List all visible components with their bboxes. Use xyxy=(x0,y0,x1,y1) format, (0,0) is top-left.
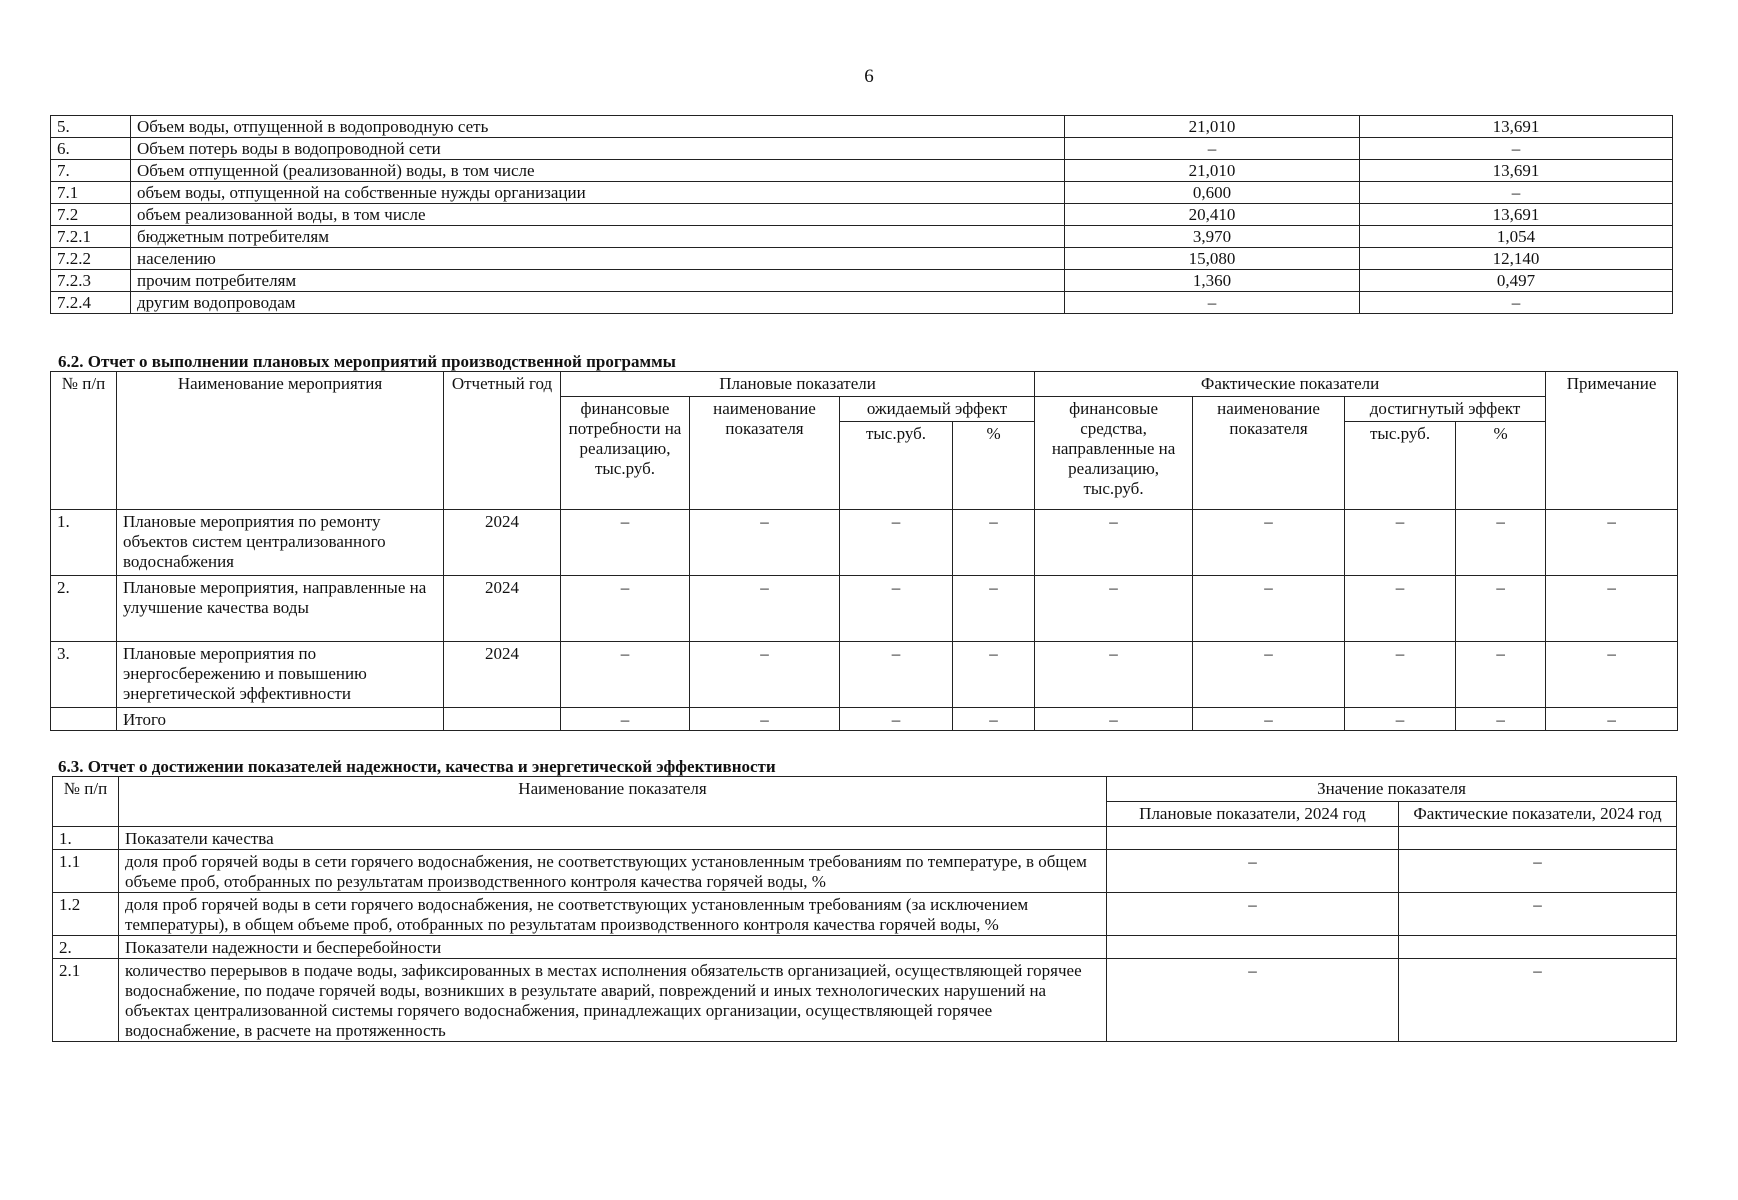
indicator-number: 2.1 xyxy=(53,959,119,1042)
row-number: 7.2.2 xyxy=(51,248,131,270)
activity-name: Плановые мероприятия, направленные на улучшение качества воды xyxy=(117,576,444,642)
indicator-name: количество перерывов в подаче воды, зафиксированных в местах исполнения обязательств организацией, осуществляющей горячее водоснабжение, по подаче горячей воды, возникших в результате аварий, повреждений и иных технологических нарушений на объектах централизованной системы горячего водоснабжения, принадлежащих организации, осуществляющей горячее водоснабжение, в расчете на протяженность xyxy=(119,959,1107,1042)
activities-table-body xyxy=(51,510,1678,731)
row-fact-value: 13,691 xyxy=(1360,116,1673,138)
indicator-plan-value xyxy=(1107,827,1399,850)
row-name: бюджетным потребителям xyxy=(131,226,1065,248)
activity-value: – xyxy=(1035,642,1193,708)
row-name: объем реализованной воды, в том числе xyxy=(131,204,1065,226)
indicator-number: 1. xyxy=(53,827,119,850)
plan-finance-header: финансовые потребности на реализацию, тыс.руб. xyxy=(561,397,690,510)
row-name: прочим потребителям xyxy=(131,270,1065,292)
indicator-fact-value xyxy=(1399,827,1677,850)
indicator-plan-header: Плановые показатели, 2024 год xyxy=(1107,802,1399,827)
fact-rub-header: тыс.руб. xyxy=(1345,422,1456,510)
indicator-name-header: Наименование показателя xyxy=(119,777,1107,827)
row-name: Объем отпущенной (реализованной) воды, в том числе xyxy=(131,160,1065,182)
total-value: – xyxy=(953,708,1035,731)
row-fact-value: 13,691 xyxy=(1360,204,1673,226)
total-value: – xyxy=(840,708,953,731)
activity-value: – xyxy=(953,576,1035,642)
activity-value: – xyxy=(1193,576,1345,642)
activity-name: Плановые мероприятия по ремонту объектов систем централизованного водоснабжения xyxy=(117,510,444,576)
row-fact-value: 1,054 xyxy=(1360,226,1673,248)
total-value: – xyxy=(1456,708,1546,731)
row-plan-value: – xyxy=(1065,292,1360,314)
activity-value: – xyxy=(1546,642,1678,708)
activity-value: – xyxy=(1035,510,1193,576)
indicator-fact-value: – xyxy=(1399,850,1677,893)
indicator-fact-value xyxy=(1399,936,1677,959)
row-plan-value: 3,970 xyxy=(1065,226,1360,248)
row-fact-value: – xyxy=(1360,138,1673,160)
activity-value: – xyxy=(561,642,690,708)
row-plan-value: 1,360 xyxy=(1065,270,1360,292)
indicator-name: доля проб горячей воды в сети горячего водоснабжения, не соответствующих установленным требованиям (за исключением температуры), в общем объеме проб, отобранных по результатам производственного контроля качества горячей воды, % xyxy=(119,893,1107,936)
row-number: 6. xyxy=(51,138,131,160)
row-number: 7.2.1 xyxy=(51,226,131,248)
volume-table xyxy=(50,115,1673,314)
table-row xyxy=(51,576,1678,642)
section-6-3-title: 6.3. Отчет о достижении показателей надежности, качества и энергетической эффективности xyxy=(58,757,776,776)
row-fact-value: 12,140 xyxy=(1360,248,1673,270)
total-num-empty xyxy=(51,708,117,731)
indicator-name: Показатели качества xyxy=(119,827,1107,850)
fact-group-header: Фактические показатели xyxy=(1035,372,1546,397)
activity-value: – xyxy=(1345,576,1456,642)
activity-value: – xyxy=(1193,510,1345,576)
indicator-plan-value: – xyxy=(1107,959,1399,1042)
activity-value: – xyxy=(690,642,840,708)
row-plan-value: 21,010 xyxy=(1065,160,1360,182)
indicator-fact-value: – xyxy=(1399,893,1677,936)
plan-pct-header: % xyxy=(953,422,1035,510)
indicator-num-header: № п/п xyxy=(53,777,119,827)
total-value: – xyxy=(1345,708,1456,731)
indicator-number: 1.1 xyxy=(53,850,119,893)
indicator-fact-header: Фактические показатели, 2024 год xyxy=(1399,802,1677,827)
activity-year: 2024 xyxy=(444,642,561,708)
row-number: 7.2.4 xyxy=(51,292,131,314)
indicator-plan-value xyxy=(1107,936,1399,959)
table-row xyxy=(51,248,1673,270)
indicator-number: 1.2 xyxy=(53,893,119,936)
plan-group-header: Плановые показатели xyxy=(561,372,1035,397)
indicator-fact-value: – xyxy=(1399,959,1677,1042)
activity-value: – xyxy=(840,576,953,642)
activity-value: – xyxy=(561,576,690,642)
table-row xyxy=(51,138,1673,160)
indicator-plan-value: – xyxy=(1107,850,1399,893)
row-name: Объем воды, отпущенной в водопроводную сеть xyxy=(131,116,1065,138)
section-6-2-title: 6.2. Отчет о выполнении плановых мероприятий производственной программы xyxy=(58,352,676,371)
row-fact-value: – xyxy=(1360,292,1673,314)
row-plan-value: 20,410 xyxy=(1065,204,1360,226)
activity-number: 3. xyxy=(51,642,117,708)
table-row xyxy=(53,893,1677,936)
row-plan-value: 0,600 xyxy=(1065,182,1360,204)
row-name: населению xyxy=(131,248,1065,270)
fact-finance-header: финансовые средства, направленные на реализацию, тыс.руб. xyxy=(1035,397,1193,510)
row-fact-value: – xyxy=(1360,182,1673,204)
page-number: 6 xyxy=(864,66,874,87)
table-row xyxy=(53,850,1677,893)
row-number: 5. xyxy=(51,116,131,138)
row-number: 7.2.3 xyxy=(51,270,131,292)
total-label: Итого xyxy=(117,708,444,731)
volume-table-body xyxy=(51,116,1673,314)
activity-value: – xyxy=(1456,642,1546,708)
indicators-table-body xyxy=(53,827,1677,1042)
indicator-value-header: Значение показателя xyxy=(1107,777,1677,802)
indicator-number: 2. xyxy=(53,936,119,959)
total-value: – xyxy=(690,708,840,731)
row-plan-value: 21,010 xyxy=(1065,116,1360,138)
total-value: – xyxy=(1035,708,1193,731)
fact-pct-header: % xyxy=(1456,422,1546,510)
activity-value: – xyxy=(840,642,953,708)
table-row xyxy=(51,116,1673,138)
activity-value: – xyxy=(690,510,840,576)
activity-value: – xyxy=(1345,510,1456,576)
row-name: Объем потерь воды в водопроводной сети xyxy=(131,138,1065,160)
activity-value: – xyxy=(953,642,1035,708)
indicator-name: Показатели надежности и бесперебойности xyxy=(119,936,1107,959)
table-row xyxy=(53,959,1677,1042)
plan-rub-header: тыс.руб. xyxy=(840,422,953,510)
row-fact-value: 13,691 xyxy=(1360,160,1673,182)
row-plan-value: – xyxy=(1065,138,1360,160)
activity-number: 2. xyxy=(51,576,117,642)
activity-number: 1. xyxy=(51,510,117,576)
activity-value: – xyxy=(561,510,690,576)
total-year-empty xyxy=(444,708,561,731)
plan-effect-header: ожидаемый эффект xyxy=(840,397,1035,422)
activity-year: 2024 xyxy=(444,510,561,576)
total-value: – xyxy=(561,708,690,731)
table-row xyxy=(51,510,1678,576)
total-row xyxy=(51,708,1678,731)
indicators-table xyxy=(52,776,1677,1042)
row-plan-value: 15,080 xyxy=(1065,248,1360,270)
col-activity-name-header: Наименование мероприятия xyxy=(117,372,444,510)
total-value: – xyxy=(1546,708,1678,731)
activity-value: – xyxy=(1456,510,1546,576)
col-note-header: Примечание xyxy=(1546,372,1678,510)
activity-value: – xyxy=(690,576,840,642)
row-number: 7. xyxy=(51,160,131,182)
indicator-plan-value: – xyxy=(1107,893,1399,936)
fact-indicator-header: наименование показателя xyxy=(1193,397,1345,510)
plan-indicator-header: наименование показателя xyxy=(690,397,840,510)
row-fact-value: 0,497 xyxy=(1360,270,1673,292)
activity-value: – xyxy=(1456,576,1546,642)
row-number: 7.1 xyxy=(51,182,131,204)
row-name: другим водопроводам xyxy=(131,292,1065,314)
activity-name: Плановые мероприятия по энергосбережению и повышению энергетической эффективности xyxy=(117,642,444,708)
activity-value: – xyxy=(953,510,1035,576)
table-row xyxy=(51,204,1673,226)
activity-value: – xyxy=(1546,510,1678,576)
table-row xyxy=(51,226,1673,248)
row-number: 7.2 xyxy=(51,204,131,226)
indicator-name: доля проб горячей воды в сети горячего водоснабжения, не соответствующих установленным требованиям по температуре, в общем объеме проб, отобранных по результатам производственного контроля качества горячей воды, % xyxy=(119,850,1107,893)
table-row xyxy=(53,827,1677,850)
col-num-header: № п/п xyxy=(51,372,117,510)
total-value: – xyxy=(1193,708,1345,731)
activity-value: – xyxy=(1345,642,1456,708)
table-row xyxy=(51,270,1673,292)
activity-value: – xyxy=(1546,576,1678,642)
fact-effect-header: достигнутый эффект xyxy=(1345,397,1546,422)
table-row xyxy=(51,292,1673,314)
col-year-header: Отчетный год xyxy=(444,372,561,510)
row-name: объем воды, отпущенной на собственные нужды организации xyxy=(131,182,1065,204)
activity-value: – xyxy=(1035,576,1193,642)
table-row xyxy=(51,182,1673,204)
table-row xyxy=(53,936,1677,959)
table-row xyxy=(51,642,1678,708)
activity-value: – xyxy=(1193,642,1345,708)
activity-value: – xyxy=(840,510,953,576)
activity-year: 2024 xyxy=(444,576,561,642)
table-row xyxy=(51,160,1673,182)
activities-table xyxy=(50,371,1678,731)
